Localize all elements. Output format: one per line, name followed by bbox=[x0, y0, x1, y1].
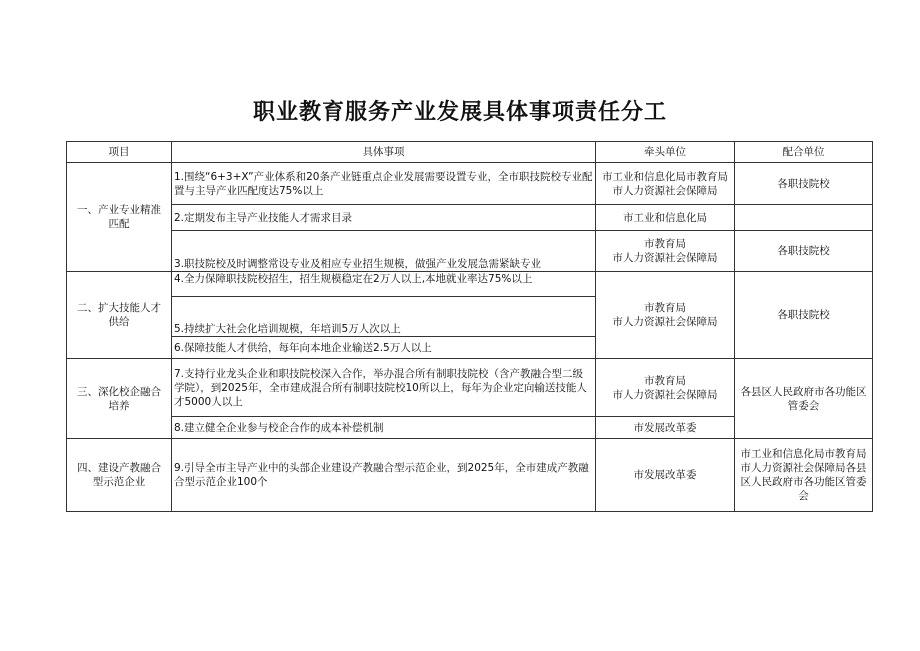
task-cell: 1.围绕“6+3+X”产业体系和20条产业链重点企业发展需要设置专业，全市职技院校专业配置与主导产业匹配度达75%以上 bbox=[172, 163, 596, 205]
category-cell: 一、产业专业精准匹配 bbox=[67, 163, 172, 272]
coop-unit-cell: 各职技院校 bbox=[735, 163, 873, 205]
category-cell: 四、建设产教融合型示范企业 bbox=[67, 439, 172, 512]
header-cooperating-unit: 配合单位 bbox=[735, 142, 873, 163]
lead-unit-cell: 市发展改革委 bbox=[596, 417, 735, 439]
document-title: 职业教育服务产业发展具体事项责任分工 bbox=[252, 100, 667, 125]
responsibility-table bbox=[66, 141, 873, 512]
task-cell: 8.建立健全企业参与校企合作的成本补偿机制 bbox=[172, 417, 596, 439]
table-row bbox=[67, 439, 873, 512]
category-cell: 二、扩大技能人才供给 bbox=[67, 272, 172, 359]
coop-unit-cell bbox=[735, 205, 873, 231]
coop-unit-cell: 各职技院校 bbox=[735, 272, 873, 359]
table-row bbox=[67, 205, 873, 231]
table-row bbox=[67, 272, 873, 297]
task-cell: 9.引导全市主导产业中的头部企业建设产教融合型示范企业，到2025年，全市建成产教融合型示范企业100个 bbox=[172, 439, 596, 512]
table-header-row bbox=[67, 142, 873, 163]
table-row bbox=[67, 231, 873, 272]
header-item: 项目 bbox=[67, 142, 172, 163]
category-cell: 三、深化校企融合培养 bbox=[67, 359, 172, 439]
lead-unit-cell: 市教育局 市人力资源社会保障局 bbox=[596, 231, 735, 272]
task-cell: 2.定期发布主导产业技能人才需求目录 bbox=[172, 205, 596, 231]
task-cell: 7.支持行业龙头企业和职技院校深入合作，举办混合所有制职技院校（含产教融合型二级学院），到2025年，全市建成混合所有制职技院校10所以上，每年为企业定向输送技能人才5000人以上 bbox=[172, 359, 596, 417]
task-cell: 3.职技院校及时调整常设专业及相应专业招生规模，做强产业发展急需紧缺专业 bbox=[172, 231, 596, 272]
table-row bbox=[67, 359, 873, 417]
task-cell: 5.持续扩大社会化培训规模，年培训5万人次以上 bbox=[172, 297, 596, 337]
coop-unit-cell: 各县区人民政府市各功能区管委会 bbox=[735, 359, 873, 439]
table-row bbox=[67, 163, 873, 205]
coop-unit-cell: 各职技院校 bbox=[735, 231, 873, 272]
header-task: 具体事项 bbox=[172, 142, 596, 163]
task-cell: 4.全力保障职技院校招生，招生规模稳定在2万人以上,本地就业率达75%以上 bbox=[172, 272, 596, 297]
lead-unit-cell: 市工业和信息化局市教育局市人力资源社会保障局 bbox=[596, 163, 735, 205]
lead-unit-cell: 市教育局 市人力资源社会保障局 bbox=[596, 272, 735, 359]
lead-unit-cell: 市工业和信息化局 bbox=[596, 205, 735, 231]
coop-unit-cell: 市工业和信息化局市教育局市人力资源社会保障局各县区人民政府市各功能区管委会 bbox=[735, 439, 873, 512]
header-lead-unit: 牵头单位 bbox=[596, 142, 735, 163]
task-cell: 6.保障技能人才供给，每年向本地企业输送2.5万人以上 bbox=[172, 337, 596, 359]
lead-unit-cell: 市发展改革委 bbox=[596, 439, 735, 512]
lead-unit-cell: 市教育局 市人力资源社会保障局 bbox=[596, 359, 735, 417]
